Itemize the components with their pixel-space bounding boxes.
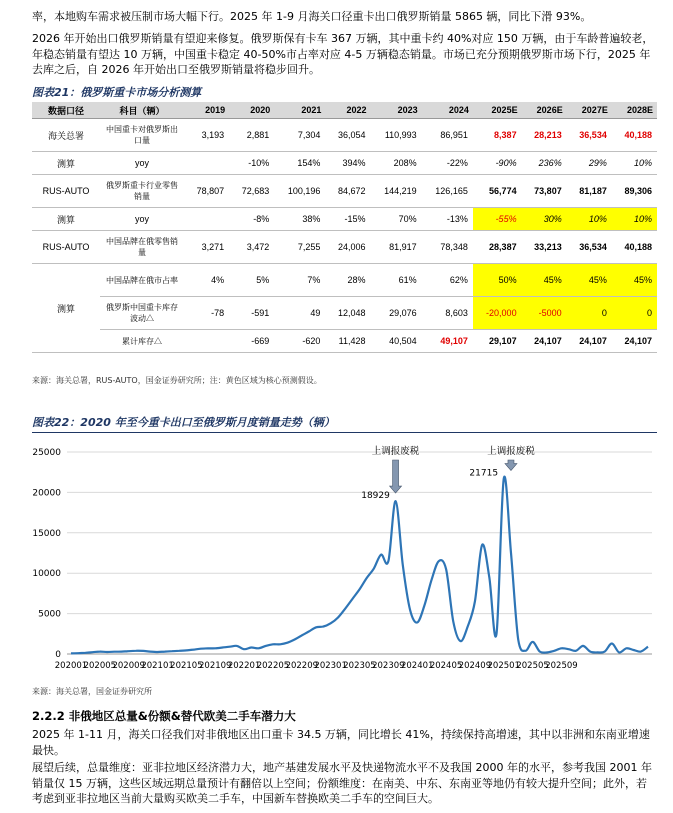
market-table bbox=[32, 102, 657, 353]
table-cell: 24,006 bbox=[325, 231, 370, 264]
table-cell: 154% bbox=[274, 152, 325, 175]
x-tick-label: 202001 bbox=[54, 661, 88, 671]
table-header-cell: 2022 bbox=[325, 102, 370, 119]
data-label: 18929 bbox=[361, 491, 390, 502]
table-cell: 4% bbox=[184, 264, 229, 297]
table-cell-item: 俄罗斯中国重卡库存波动△ bbox=[100, 297, 184, 330]
section-paragraph-2: 展望后续，总量维度：亚非拉地区经济潜力大，地产基建发展水平及快递物流水平不及我国 2000 年的水平，参考我国 2001 年销量仅 15 万辆，这些区域远期总量预计有翻倍以上空间；份额维度：在南美、中东、东南亚等地仍有较大提升空间；此外，若考虑到亚非拉地区当前大量购买欧美二手车，中国新车替换欧美二手车的空间巨大。 bbox=[32, 761, 652, 805]
x-tick-label: 202009 bbox=[112, 661, 145, 671]
table-title: 图表21：俄罗斯重卡市场分析测算 bbox=[32, 84, 657, 103]
table-cell: 61% bbox=[371, 264, 422, 297]
table-cell: 40,188 bbox=[612, 231, 657, 264]
chart-source-note: 来源：海关总署，国金证券研究所 bbox=[32, 687, 152, 696]
table-cell: 29,076 bbox=[371, 297, 422, 330]
table-row bbox=[32, 264, 657, 297]
table-cell: 11,428 bbox=[325, 330, 370, 353]
table-cell: 2,881 bbox=[229, 119, 274, 152]
table-cell: 72,683 bbox=[229, 175, 274, 208]
table-cell: 29% bbox=[567, 152, 612, 175]
table-cell: 3,193 bbox=[184, 119, 229, 152]
table-row bbox=[32, 297, 657, 330]
table-header-cell: 2024 bbox=[422, 102, 473, 119]
table-cell: 394% bbox=[325, 152, 370, 175]
intro-paragraph-1: 率，本地购车需求被压制市场大幅下行。2025 年 1-9 月海关口径重卡出口俄罗斯销量 5865 辆，同比下滑 93%。 bbox=[32, 10, 592, 23]
x-tick-label: 202401 bbox=[400, 661, 434, 671]
table-cell-item: yoy bbox=[100, 152, 184, 175]
chart-series-line bbox=[71, 477, 648, 654]
line-chart bbox=[0, 434, 673, 694]
table-cell: -15% bbox=[325, 208, 370, 231]
table-cell: 3,472 bbox=[229, 231, 274, 264]
table-cell: 78,348 bbox=[422, 231, 473, 264]
table-cell-source: RUS-AUTO bbox=[32, 231, 100, 264]
table-cell: 56,774 bbox=[473, 175, 522, 208]
x-tick-label: 202409 bbox=[458, 661, 492, 671]
table-cell: 144,219 bbox=[371, 175, 422, 208]
table-cell: 110,993 bbox=[371, 119, 422, 152]
table-cell-item: 中国品牌在俄市占率 bbox=[100, 264, 184, 297]
table-cell: -10% bbox=[229, 152, 274, 175]
x-tick-label: 202309 bbox=[372, 661, 405, 671]
table-cell: 8,387 bbox=[473, 119, 522, 152]
table-cell: 208% bbox=[371, 152, 422, 175]
section-paragraph-1: 2025 年 1-11 月，海关口径我们对非俄地区出口重卡 34.5 万辆，同比增长 41%，持续保持高增速，其中以非洲和东南亚增速最快。 bbox=[32, 728, 650, 757]
table-cell: 49 bbox=[274, 297, 325, 330]
chart-title: 图表22：2020 年至今重卡出口至俄罗斯月度销量走势（辆） bbox=[32, 414, 657, 433]
table-header-cell: 2025E bbox=[473, 102, 522, 119]
table-cell-assumption: -55% bbox=[473, 208, 522, 231]
table-header-cell: 2028E bbox=[612, 102, 657, 119]
table-cell: -78 bbox=[184, 297, 229, 330]
table-cell bbox=[184, 208, 229, 231]
x-tick-label: 202301 bbox=[314, 661, 347, 671]
intro-paragraph-2: 2026 年开始出口俄罗斯销量有望迎来修复。俄罗斯保有卡车 367 万辆，其中重卡约 40%对应 150 万辆，由于车龄普遍较老，年稳态销量有望达 10 万辆，中国重卡稳定 40-50%市占率对应 4-5 万辆稳态销量。市场已充分预期俄罗斯市场下行，2025 年去库之后，自 2026 年开始出口至俄罗斯销量将稳步回升。 bbox=[32, 32, 654, 76]
table-cell-assumption: 50% bbox=[473, 264, 522, 297]
table-cell: 7,304 bbox=[274, 119, 325, 152]
table-cell: 24,107 bbox=[522, 330, 567, 353]
table-cell-item: 俄罗斯重卡行业零售销量 bbox=[100, 175, 184, 208]
table-cell-assumption: -5000 bbox=[522, 297, 567, 330]
x-tick-label: 202305 bbox=[343, 661, 376, 671]
y-tick-label: 25000 bbox=[32, 448, 61, 458]
x-tick-label: 202201 bbox=[227, 661, 261, 671]
table-header-cell: 2021 bbox=[274, 102, 325, 119]
table-cell-source: 海关总署 bbox=[32, 119, 100, 152]
table-cell-assumption: 45% bbox=[522, 264, 567, 297]
table-cell: 40,504 bbox=[371, 330, 422, 353]
y-tick-label: 15000 bbox=[32, 528, 61, 539]
table-cell: 24,107 bbox=[612, 330, 657, 353]
table-cell: 100,196 bbox=[274, 175, 325, 208]
table-cell: 89,306 bbox=[612, 175, 657, 208]
table-cell-assumption: 10% bbox=[612, 208, 657, 231]
table-cell: 12,048 bbox=[325, 297, 370, 330]
table-cell: -669 bbox=[229, 330, 274, 353]
table-cell: 236% bbox=[522, 152, 567, 175]
down-arrow-icon bbox=[505, 460, 517, 471]
table-cell-source: RUS-AUTO bbox=[32, 175, 100, 208]
y-tick-label: 0 bbox=[55, 650, 61, 660]
y-tick-label: 5000 bbox=[38, 609, 61, 620]
table-cell: 3,271 bbox=[184, 231, 229, 264]
table-cell: 49,107 bbox=[422, 330, 473, 353]
table-cell: -8% bbox=[229, 208, 274, 231]
table-cell: 81,917 bbox=[371, 231, 422, 264]
x-tick-label: 202505 bbox=[516, 661, 549, 671]
table-cell-assumption: 0 bbox=[567, 297, 612, 330]
table-cell: -620 bbox=[274, 330, 325, 353]
table-row bbox=[32, 231, 657, 264]
table-cell-assumption: 45% bbox=[567, 264, 612, 297]
table-cell: -90% bbox=[473, 152, 522, 175]
table-cell: 5% bbox=[229, 264, 274, 297]
table-cell-assumption: 10% bbox=[567, 208, 612, 231]
table-cell-source: 测算 bbox=[32, 264, 100, 353]
x-tick-label: 202005 bbox=[83, 661, 117, 671]
table-cell: 29,107 bbox=[473, 330, 522, 353]
table-cell: 78,807 bbox=[184, 175, 229, 208]
table-row bbox=[32, 175, 657, 208]
table-header-cell: 2020 bbox=[229, 102, 274, 119]
x-tick-label: 202501 bbox=[487, 661, 520, 671]
table-cell: 10% bbox=[612, 152, 657, 175]
table-cell: 84,672 bbox=[325, 175, 370, 208]
table-cell: -13% bbox=[422, 208, 473, 231]
table-cell: -591 bbox=[229, 297, 274, 330]
table-cell-source: 测算 bbox=[32, 208, 100, 231]
table-cell: 70% bbox=[371, 208, 422, 231]
policy-annotation-label: 上调报废税 bbox=[371, 446, 420, 457]
table-cell: 28,213 bbox=[522, 119, 567, 152]
table-header-cell: 2027E bbox=[567, 102, 612, 119]
down-arrow-icon bbox=[390, 460, 402, 493]
table-cell: 40,188 bbox=[612, 119, 657, 152]
table-cell-assumption: 30% bbox=[522, 208, 567, 231]
table-cell: 28% bbox=[325, 264, 370, 297]
table-header-row bbox=[32, 102, 657, 119]
x-tick-label: 202205 bbox=[256, 661, 290, 671]
table-cell: 73,807 bbox=[522, 175, 567, 208]
y-tick-label: 10000 bbox=[32, 569, 61, 580]
table-cell: 62% bbox=[422, 264, 473, 297]
x-tick-label: 202209 bbox=[285, 661, 319, 671]
table-cell: 28,387 bbox=[473, 231, 522, 264]
table-cell: 7% bbox=[274, 264, 325, 297]
table-cell-item: 累计库存△ bbox=[100, 330, 184, 353]
x-tick-label: 202405 bbox=[429, 661, 463, 671]
table-cell-item: 中国品牌在俄零售销量 bbox=[100, 231, 184, 264]
table-cell: 36,534 bbox=[567, 119, 612, 152]
table-cell-assumption: -20,000 bbox=[473, 297, 522, 330]
data-label: 21715 bbox=[469, 468, 499, 479]
table-cell bbox=[184, 330, 229, 353]
table-row bbox=[32, 208, 657, 231]
table-header-cell: 科目（辆） bbox=[100, 102, 184, 119]
table-cell: 126,165 bbox=[422, 175, 473, 208]
section-heading: 2.2.2 非俄地区总量&份额&替代欧美二手车潜力大 bbox=[32, 709, 296, 723]
table-cell: 33,213 bbox=[522, 231, 567, 264]
table-source-note: 来源：海关总署，RUS-AUTO，国金证券研究所；注：黄色区域为核心预测假设。 bbox=[32, 376, 322, 385]
x-tick-label: 202105 bbox=[170, 661, 203, 671]
table-cell: 38% bbox=[274, 208, 325, 231]
table-cell-item: yoy bbox=[100, 208, 184, 231]
table-cell-item: 中国重卡对俄罗斯出口量 bbox=[100, 119, 184, 152]
table-cell: 81,187 bbox=[567, 175, 612, 208]
x-tick-label: 202101 bbox=[141, 661, 174, 671]
table-row bbox=[32, 152, 657, 175]
table-header-cell: 2023 bbox=[371, 102, 422, 119]
x-tick-label: 202509 bbox=[545, 661, 578, 671]
table-row bbox=[32, 119, 657, 152]
table-cell: 86,951 bbox=[422, 119, 473, 152]
table-cell: -22% bbox=[422, 152, 473, 175]
table-cell bbox=[184, 152, 229, 175]
table-cell: 7,255 bbox=[274, 231, 325, 264]
table-cell: 36,054 bbox=[325, 119, 370, 152]
x-tick-label: 202109 bbox=[199, 661, 232, 671]
table-cell: 24,107 bbox=[567, 330, 612, 353]
policy-annotation-label: 上调报废税 bbox=[487, 446, 535, 457]
table-cell-source: 测算 bbox=[32, 152, 100, 175]
table-header-cell: 2026E bbox=[522, 102, 567, 119]
table-header-cell: 2019 bbox=[184, 102, 229, 119]
table-row bbox=[32, 330, 657, 353]
table-cell-assumption: 0 bbox=[612, 297, 657, 330]
table-header-cell: 数据口径 bbox=[32, 102, 100, 119]
table-cell: 36,534 bbox=[567, 231, 612, 264]
table-cell-assumption: 45% bbox=[612, 264, 657, 297]
y-tick-label: 20000 bbox=[32, 488, 61, 499]
table-cell: 8,603 bbox=[422, 297, 473, 330]
